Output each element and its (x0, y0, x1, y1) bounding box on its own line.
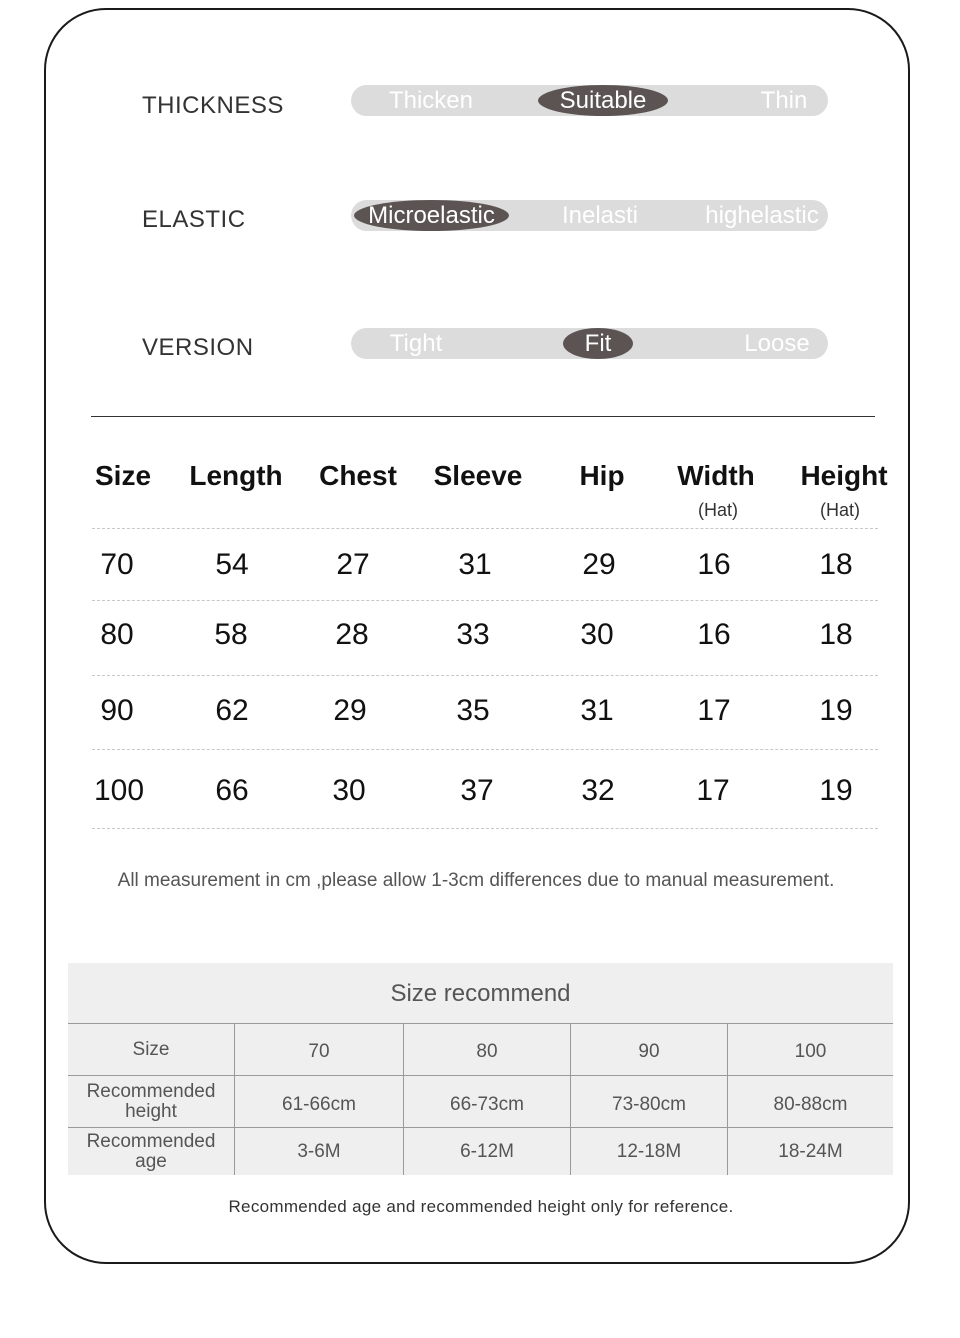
measurement-note: All measurement in cm ,please allow 1-3cm differences due to manual measurement. (117, 870, 835, 891)
recommend-cell: 70 (234, 1024, 403, 1075)
version-option-tight: Tight (389, 330, 443, 357)
elastic-scale (351, 200, 828, 231)
cell-width: 16 (697, 548, 731, 581)
cell-sleeve: 37 (460, 774, 494, 807)
cell-sleeve: 31 (458, 548, 492, 581)
recommend-row-label: Recommended age (86, 1130, 216, 1172)
recommend-cell: 80-88cm (727, 1076, 893, 1127)
thickness-label: THICKNESS (142, 92, 284, 119)
recommend-cell: 18-24M (727, 1128, 893, 1175)
version-option-loose: Loose (744, 330, 810, 357)
version-option-fit-selected: Fit (563, 328, 633, 359)
header-chest: Chest (319, 460, 397, 491)
section-divider (91, 416, 875, 417)
size-recommend-table (68, 963, 893, 1175)
recommend-cell: 90 (570, 1024, 727, 1075)
recommend-cell: 61-66cm (234, 1076, 403, 1127)
subheader-width-hat: (Hat) (698, 500, 738, 520)
recommend-row-age (68, 1128, 893, 1175)
cell-width: 17 (696, 774, 730, 807)
cell-size: 80 (100, 618, 134, 651)
cell-length: 66 (215, 774, 249, 807)
recommend-cell: 80 (403, 1024, 570, 1075)
recommend-cell: 66-73cm (403, 1076, 570, 1127)
cell-size: 70 (100, 548, 134, 581)
recommend-cell: 100 (727, 1024, 893, 1075)
cell-size: 90 (100, 694, 134, 727)
cell-height: 19 (819, 774, 853, 807)
recommend-cell: 3-6M (234, 1128, 403, 1175)
elastic-option-inelasti: Inelasti (561, 202, 639, 229)
cell-hip: 31 (580, 694, 614, 727)
recommend-row-label: Size (132, 1038, 170, 1060)
recommend-row-label: Recommended height (86, 1080, 216, 1122)
cell-height: 19 (819, 694, 853, 727)
header-width: Width (677, 460, 755, 491)
cell-chest: 28 (335, 618, 369, 651)
cell-sleeve: 33 (456, 618, 490, 651)
size-recommend-title: Size recommend (68, 963, 893, 1024)
cell-width: 16 (697, 618, 731, 651)
row-divider (92, 749, 878, 750)
recommend-cell: 73-80cm (570, 1076, 727, 1127)
version-scale (351, 328, 828, 359)
cell-hip: 30 (580, 618, 614, 651)
cell-height: 18 (819, 548, 853, 581)
cell-chest: 30 (332, 774, 366, 807)
cell-hip: 29 (582, 548, 616, 581)
cell-length: 54 (215, 548, 249, 581)
recommend-row-height (68, 1076, 893, 1128)
header-hip: Hip (579, 460, 625, 491)
cell-width: 17 (697, 694, 731, 727)
reference-footnote: Recommended age and recommended height only for reference. (228, 1197, 734, 1216)
cell-length: 62 (215, 694, 249, 727)
elastic-option-highelastic: highelastic (705, 202, 819, 229)
thickness-scale (351, 85, 828, 116)
thickness-option-thicken: Thicken (388, 87, 474, 114)
row-divider (92, 675, 878, 676)
cell-hip: 32 (581, 774, 615, 807)
cell-size: 100 (93, 774, 145, 807)
cell-chest: 29 (333, 694, 367, 727)
row-divider (92, 828, 878, 829)
cell-chest: 27 (336, 548, 370, 581)
elastic-label: ELASTIC (142, 206, 246, 233)
subheader-height-hat: (Hat) (820, 500, 860, 520)
recommend-cell: 12-18M (570, 1128, 727, 1175)
header-size: Size (94, 460, 152, 491)
header-length: Length (189, 460, 283, 491)
header-height: Height (800, 460, 888, 491)
cell-height: 18 (819, 618, 853, 651)
version-label: VERSION (142, 334, 254, 361)
recommend-row-size (68, 1024, 893, 1076)
recommend-cell: 6-12M (403, 1128, 570, 1175)
cell-sleeve: 35 (456, 694, 490, 727)
elastic-option-microelastic-selected: Microelastic (354, 200, 509, 231)
header-sleeve: Sleeve (433, 460, 523, 491)
cell-length: 58 (214, 618, 248, 651)
thickness-option-thin: Thin (760, 87, 808, 114)
row-divider (92, 528, 878, 529)
row-divider (92, 600, 878, 601)
thickness-option-suitable-selected: Suitable (538, 85, 668, 116)
